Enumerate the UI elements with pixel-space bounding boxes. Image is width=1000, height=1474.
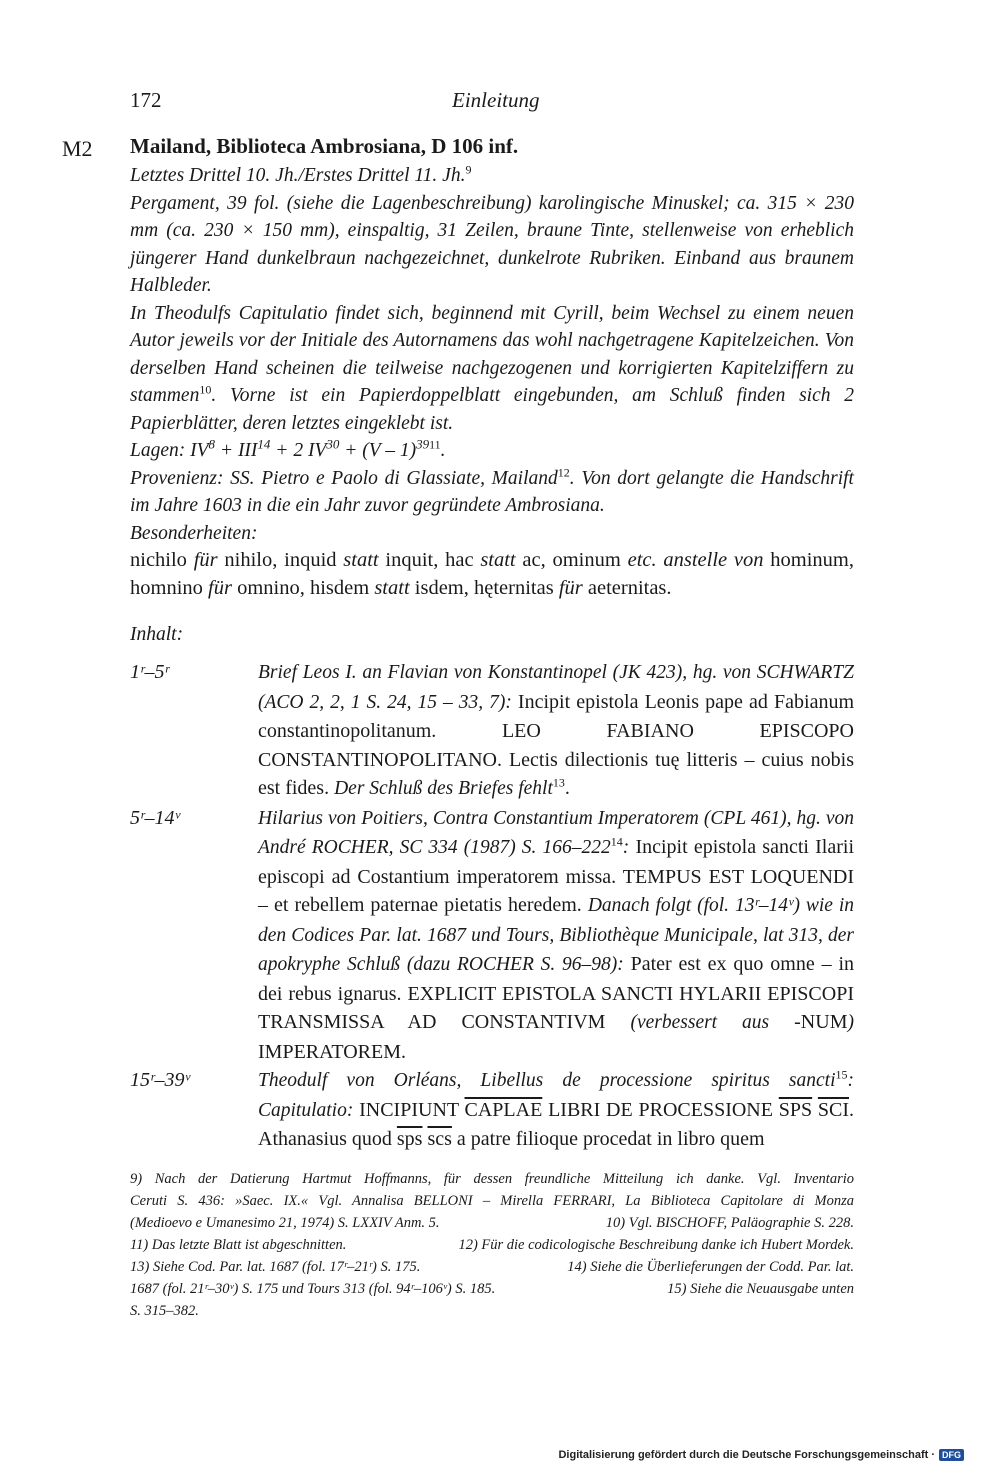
editorial-text: (verbessert aus [630,1012,770,1033]
italic-note: für [208,576,232,599]
footnote-line [130,1278,854,1300]
notes-text-cont: . Vorne ist ein Papierdoppelblatt eingebunden, am Schluß finden sich 2 Papierblätter, deren letztes eingeklebt ist. [130,385,854,434]
notes-text: In Theodulfs Capitulatio findet sich, beginnend mit Cyrill, beim Wechsel zu einem neuen Autor jeweils vor der Initiale des Autornamens das wohl nachgetragene Kapitelzeichen. Von derselben Hand scheinen die teilweise nachgezogenen und korrigierten Kapitelziffern zu stammen [130,302,854,406]
date-text: Letztes Drittel 10. Jh./Erstes Drittel 11. Jh. [130,165,466,186]
italic-note: statt [343,549,379,571]
notes-paragraph [130,300,854,438]
footnote-ref: 12 [557,465,570,479]
editorial-text: ) [847,1012,854,1033]
provenienz-line [130,465,854,520]
latin-text: LIBRI DE PROCESSIONE [542,1098,779,1121]
contents-entry [130,1066,854,1154]
footnote-line [130,1234,854,1256]
contents-list [130,658,854,1154]
lagen-exponent: 30 [326,436,340,452]
running-head: Einleitung [452,88,540,112]
latin-text: -NUM [769,1011,848,1033]
page-number: 172 [130,88,162,112]
lagen-part: + 2 IV [270,440,327,461]
footnotes [130,1168,854,1322]
latin-text: nihilo, inquid [217,549,344,571]
provenienz-text-cont: . Von dort gelangte die Handschrift im Jahre 1603 in die ein Jahr zuvor gegründete Ambrosiana. [130,467,854,516]
manuscript-description [130,162,854,602]
lagen-part: + III [215,440,258,461]
date-line [130,162,854,190]
latin-text: ac, ominum [515,549,628,571]
editorial-text: : [622,837,630,858]
footnote-line: Ceruti S. 436: »Saec. IX.« Vgl. Annalisa BELLONI – Mirella FERRARI, La Biblioteca Capitolare di Monza [130,1193,854,1209]
editorial-text: Brief Leos I. an Flavian von Konstantinopel (JK 423), hg. von SCHWARTZ (ACO 2, 2, 1 S. 24, 15 – 33, 7): [258,662,854,713]
latin-text: aeternitas. [582,576,672,599]
abbreviation: $\overline{sps}$ [396,1128,423,1150]
editorial-text: Der Schluß des Briefes fehlt [334,778,553,799]
lagen-label: Lagen: [130,440,186,461]
latin-text: Incipit epistola Leonis pape ad Fabianum constantinopolitanum. LEO FABIANO EPISCOPO CONSTANTINOPOLITANO. Lectis dilectionis tuę litteris – cuius nobis est fides. [258,690,855,799]
footnote-ref: 10 [199,382,212,397]
footnote-line: S. 315–382. [130,1303,199,1319]
italic-note: etc. anstelle von [627,549,764,571]
footnote-text: 13) Siehe Cod. Par. lat. 1687 (fol. 17ʳ–21ʳ) S. 175. [130,1259,421,1275]
footnote-text: 15) Siehe die Neuausgabe unten [667,1281,854,1297]
latin-text: a patre filioque procedat in libro quem [451,1128,765,1150]
lagen-part: . [440,440,446,461]
besonderheiten-text [130,547,854,602]
footnote-text: 11) Das letzte Blatt ist abgeschnitten. [130,1237,347,1253]
latin-text: inquit, hac [378,549,481,571]
besonderheiten-label: Besonderheiten: [130,522,258,544]
footnote-text: 12) Für die codicologische Beschreibung danke ich Hubert Mordek. [458,1237,854,1253]
italic-note: statt [480,549,516,571]
latin-text: . [564,777,570,799]
latin-text: omnino, hisdem [231,576,375,599]
footer-credit [558,1449,964,1461]
latin-text: IMPERATOREM. [258,1040,406,1063]
contents-entry [130,804,854,1067]
italic-note: für [558,576,583,599]
abbreviation: $\overline{SCI}$ [817,1098,849,1121]
physical-description: Pergament, 39 fol. (siehe die Lagenbeschreibung) karolingische Minuskel; ca. 315 × 230 mm (ca. 230 × 150 mm), einspaltig, 31 Zeilen, braune Tinte, stellenweise von erheblich jüngerer Hand dunkelbraun nachgezeichnet, dunkelrote Rubriken. Einband aus braunem Halbleder. [130,192,854,296]
editorial-text: Hilarius von Poitiers, Contra Constantium Imperatorem (CPL 461), hg. von André ROCHER, SC 334 (1987) S. 166–222 [258,807,854,858]
footnote-ref: 15 [835,1067,848,1082]
entry-text [258,1066,854,1154]
entry-text [258,658,854,804]
lagen-exponent: 8 [208,436,216,452]
footnote-ref: 14 [610,834,623,849]
latin-text: hominum, homnino [130,549,854,599]
footnote-text: 10) Vgl. BISCHOFF, Paläographie S. 228. [605,1215,854,1231]
manuscript-siglum: M2 [62,136,93,161]
footnote-line: 9) Nach der Datierung Hartmut Hoffmanns, für dessen freundliche Mitteilung ich danke. Vgl. Inventario [130,1171,854,1187]
inhalt-label: Inhalt: [130,624,184,645]
footnote-text: 1687 (fol. 21ʳ–30ᵛ) S. 175 und Tours 313 (fol. 94ʳ–106ᵛ) S. 185. [130,1281,496,1297]
latin-text: INCIPIUNT [353,1098,465,1121]
provenienz-text: Provenienz: SS. Pietro e Paolo di Glassiate, Mailand [130,467,558,489]
abbreviation: CAPLAE [464,1098,543,1121]
lagen-formula [190,436,446,461]
footnote-ref: 11 [429,437,441,452]
folio-range: 5ʳ–14ᵛ [130,806,181,829]
latin-text: . Athanasius quod [258,1098,854,1150]
footnote-line [130,1212,854,1234]
latin-text: Pater est ex quo omne – in dei rebus ignarus. EXPLICIT EPISTOLA SANCTI HYLARII EPISCOPI TRANSMISSA AD CONSTANTIVM [258,953,854,1033]
italic-note: statt [374,576,410,599]
manuscript-title: Mailand, Biblioteca Ambrosiana, D 106 inf. [130,134,519,158]
entry-text [258,804,854,1067]
folio-range: 15ʳ–39ᵛ [130,1069,191,1091]
editorial-text: Danach folgt (fol. 13ʳ–14ᵛ) wie in den Codices Par. lat. 1687 und Tours, Bibliothèque Municipale, lat 313, der apokryphe Schluß (dazu ROCHER S. 96–98): [258,895,854,975]
lagen-line [130,437,854,465]
editorial-text: Theodulf von Orléans, Libellus de processione spiritus sancti [258,1070,836,1091]
latin-text: isdem, hęternitas [409,576,559,599]
footnote-ref: 9 [465,162,472,177]
abbreviation: $\overline{scs}$ [427,1128,452,1150]
editorial-text: : Capitulatio: [258,1070,854,1121]
contents-entry [130,658,854,804]
dfg-logo: DFG [939,1449,964,1461]
folio-range: 1ʳ–5ʳ [130,661,169,683]
abbreviation: $\overline{SPS}$ [778,1098,813,1121]
italic-note: für [193,549,218,571]
latin-text: nichilo [130,549,194,571]
lagen-part: IV [190,440,209,461]
footnote-ref: 13 [552,775,565,790]
lagen-part: + (V – 1) [339,440,417,461]
footnote-text: (Medioevo e Umanesimo 21, 1974) S. LXXIV Anm. 5. [130,1215,440,1231]
latin-text: Incipit epistola sancti Ilarii episcopi ad Costantium imperatorem missa. TEMPUS EST LOQUENDI – et rebellem paternae pietatis heredem. [258,836,854,916]
lagen-exponent: 14 [257,436,271,452]
lagen-exponent: 39 [416,436,430,452]
footnote-text: 14) Siehe die Überlieferungen der Codd. Par. lat. [567,1259,854,1275]
footnote-line [130,1256,854,1278]
credit-text: Digitalisierung gefördert durch die Deutsche Forschungsgemeinschaft · [558,1449,935,1461]
